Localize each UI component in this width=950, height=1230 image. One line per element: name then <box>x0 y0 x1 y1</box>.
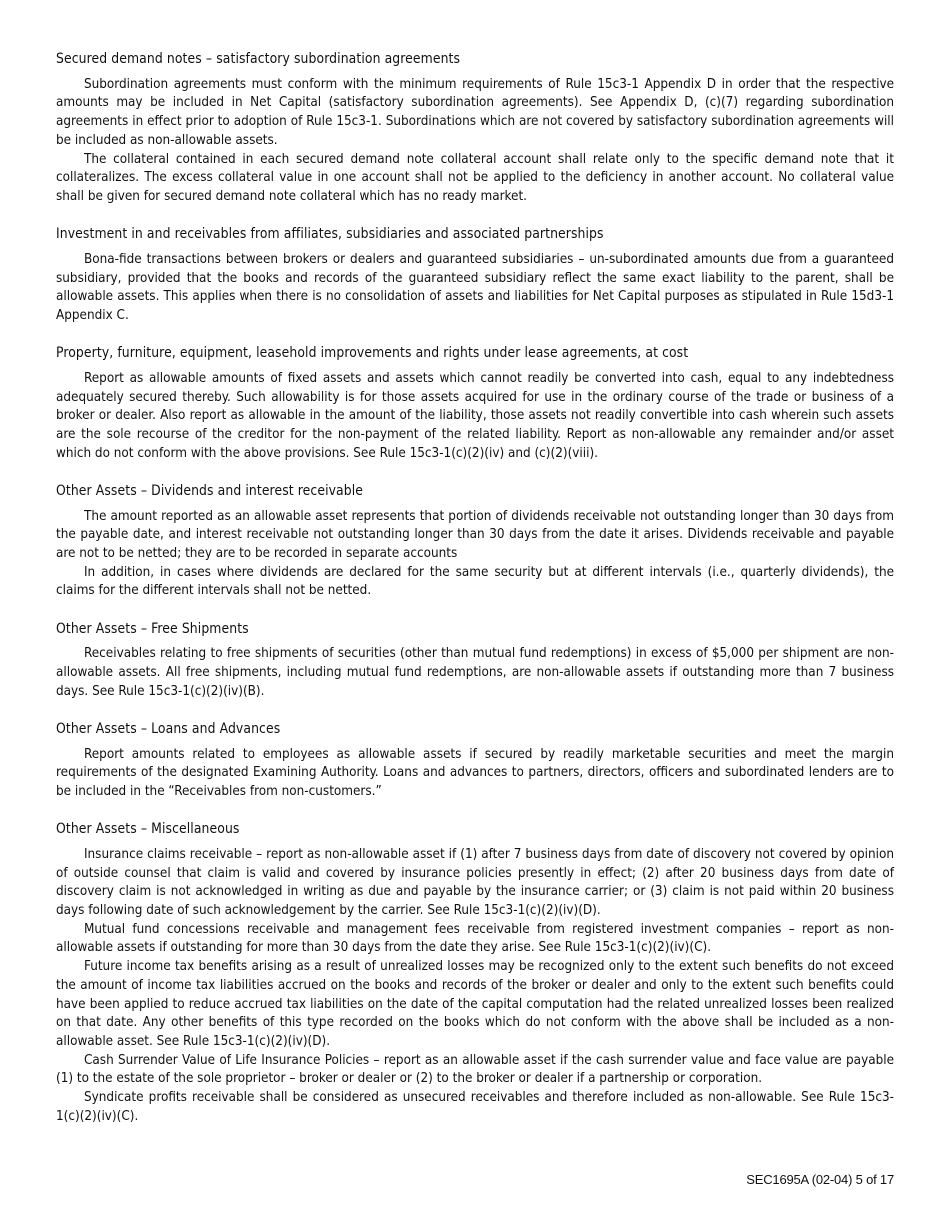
paragraph: The collateral contained in each secured demand note collateral account shall relate only to the specific demand note that it collateralizes. The excess collateral value in one account shall not be applied to the deficiency in another account. No collateral value shall be given for secured demand note collateral which has no ready market. <box>56 151 894 204</box>
paragraph: Mutual fund concessions receivable and management fees receivable from registered investment companies – report as non-allowable assets if outstanding for more than 30 days from the date they arise. See Rule 15c3-1(c)(2)(iv)(C). <box>56 921 894 956</box>
paragraph: Bona-fide transactions between brokers or dealers and guaranteed subsidiaries – un-subordinated amounts due from a guaranteed subsidiary, provided that the books and records of the guaranteed subsidiary reflect the same exact liability to the parent, shall be allowable assets. This applies when there is no consolidation of assets and liabilities for Net Capital purposes as stipulated in Rule 15d3-1 Appendix C. <box>56 251 894 323</box>
section-dividends-interest <box>56 482 894 601</box>
section-loans-advances <box>56 720 894 802</box>
paragraph: Future income tax benefits arising as a result of unrealized losses may be recognized only to the extent such benefits do not exceed the amount of income tax liabilities accrued on the books and records of the broker or dealer and only to the extent such benefits could have been applied to reduce accrued tax liabilities on the date of the capital computation had the related unrealized losses been realized on that date. Any other benefits of this type recorded on the books which do not conform with the above shall be included as a non-allowable asset. See Rule 15c3-1(c)(2)(iv)(D). <box>56 959 894 1049</box>
paragraph: Subordination agreements must conform with the minimum requirements of Rule 15c3-1 Appendix D in order that the respective amounts may be included in Net Capital (satisfactory subordination agreements). See Appendix D, (c)(7) regarding subordination agreements in effect prior to adoption of Rule 15c3-1. Subordinations which are not covered by satisfactory subordination agreements will be included as non-allowable assets. <box>56 76 894 148</box>
section-miscellaneous <box>56 820 894 1126</box>
document-page <box>56 50 894 1145</box>
paragraph: Syndicate profits receivable shall be considered as unsecured receivables and therefore included as non-allowable. See Rule 15c3-1(c)(2)(iv)(C). <box>56 1090 894 1124</box>
paragraph: Insurance claims receivable – report as non-allowable asset if (1) after 7 business days from date of discovery not covered by opinion of outside counsel that claim is valid and covered by insurance policies presently in effect; (2) after 20 business days from date of discovery claim is not acknowledged in writing as due and payable by the insurance carrier; or (3) claim is not paid within 20 business days following date of such acknowledgement by the carrier. See Rule 15c3-1(c)(2)(iv)(D). <box>56 846 894 919</box>
section-heading: Secured demand notes – satisfactory subordination agreements <box>56 51 461 67</box>
section-heading: Other Assets – Dividends and interest receivable <box>56 482 364 499</box>
paragraph: The amount reported as an allowable asset represents that portion of dividends receivable not outstanding longer than 30 days from the payable date, and interest receivable not outstanding longer than 30 days from the date it arises. Dividends receivable and payable are not to be netted; they are to be recorded in separate accounts <box>56 508 894 561</box>
section-free-shipments <box>56 620 894 702</box>
paragraph: Report as allowable amounts of fixed assets and assets which cannot readily be converted into cash, equal to any indebtedness adequately secured thereby. Such allowability is for those assets acquired for use in the ordinary course of the trade or business of a broker or dealer. Also report as allowable in the amount of the liability, those assets not readily convertible into cash wherein such assets are the sole recourse of the creditor for the non-payment of the related liability. Report as non-allowable any remainder and/or asset which do not conform with the above provisions. See Rule 15c3-1(c)(2)(iv) and (c)(2)(viii). <box>56 370 894 461</box>
section-heading: Other Assets – Loans and Advances <box>56 720 281 737</box>
section-heading: Property, furniture, equipment, leasehold improvements and rights under lease agreements, at cost <box>56 345 689 362</box>
paragraph: Report amounts related to employees as allowable assets if secured by readily marketable securities and meet the margin requirements of the designated Examining Authority. Loans and advances to partners, directors, officers and subordinated lenders are to be included in the “Receivables from non-customers.” <box>56 746 894 799</box>
section-heading: Other Assets – Miscellaneous <box>56 821 240 838</box>
paragraph: In addition, in cases where dividends are declared for the same security but at different intervals (i.e., quarterly dividends), the claims for the different intervals shall not be netted. <box>56 564 894 599</box>
section-affiliates <box>56 225 894 326</box>
section-property <box>56 344 894 463</box>
section-heading: Investment in and receivables from affiliates, subsidiaries and associated partnerships <box>56 226 604 243</box>
section-heading: Other Assets – Free Shipments <box>56 620 249 637</box>
section-secured-demand-notes <box>56 50 894 207</box>
paragraph: Receivables relating to free shipments of securities (other than mutual fund redemptions) in excess of $5,000 per shipment are non-allowable assets. All free shipments, including mutual fund redemptions, are non-allowable assets if outstanding more than 7 business days. See Rule 15c3-1(c)(2)(iv)(B). <box>56 646 894 699</box>
page-footer: SEC1695A (02-04) 5 of 17 <box>746 1172 894 1187</box>
paragraph: Cash Surrender Value of Life Insurance Policies – report as an allowable asset if the cash surrender value and face value are payable (1) to the estate of the sole proprietor – broker or dealer or (2) to the broker or dealer if a partnership or corporation. <box>56 1052 894 1087</box>
